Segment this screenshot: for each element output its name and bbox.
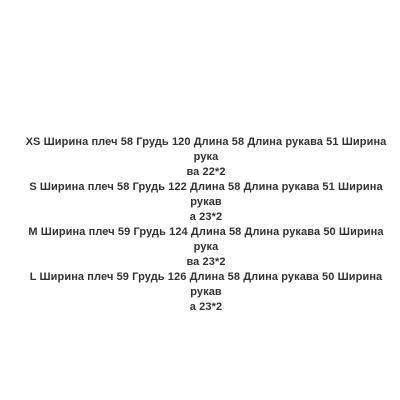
size-m-line-1: M Ширина плеч 59 Грудь 124 Длина 58 Длина рукава 50 Ширина рука — [28, 226, 384, 253]
size-l-line-1: L Ширина плеч 59 Грудь 126 Длина 58 Длина рукава 50 Ширина рукав — [29, 271, 383, 298]
size-s-line-1: S Ширина плеч 58 Грудь 122 Длина 58 Длина рукава 51 Ширина рукав — [29, 181, 383, 208]
size-xs-line-2: ва 22*2 — [186, 166, 226, 178]
size-m-line-2: ва 23*2 — [186, 256, 226, 268]
size-l-line-2: а 23*2 — [189, 301, 223, 313]
size-chart-text — [22, 135, 390, 315]
size-xs-line-1: XS Ширина плеч 58 Грудь 120 Длина 58 Длина рукава 51 Ширина рука — [25, 136, 387, 163]
size-s-line-2: а 23*2 — [189, 211, 223, 223]
